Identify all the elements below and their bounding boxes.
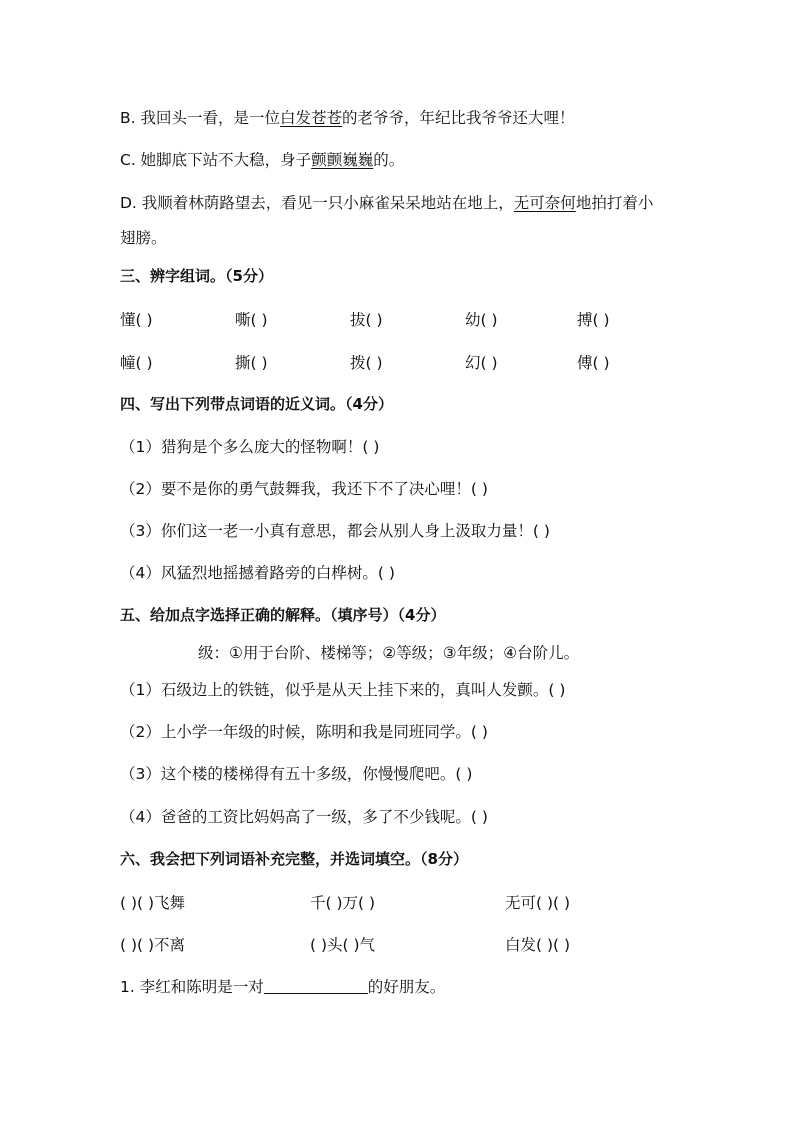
char-pair-3b: 拨( ) — [350, 354, 383, 372]
option-b-text-end: 的老爷爷，年纪比我爷爷还大哩！ — [342, 109, 575, 127]
char-pair-5a: 搏( ) — [577, 311, 610, 329]
char-pair-4b: 幻( ) — [465, 354, 498, 372]
definition-question: （3）这个楼的楼梯得有五十多级，你慢慢爬吧。( ) — [120, 765, 473, 783]
idiom-blank: ( )头( )气 — [310, 936, 376, 954]
idiom-blank: ( )( )不离 — [120, 936, 186, 954]
char-pair-1a: 懂( ) — [120, 311, 153, 329]
idiom-blank: 无可( )( ) — [505, 894, 571, 912]
definition-question: （1）石级边上的铁链，似乎是从天上挂下来的，真叫人发颤。( ) — [120, 681, 566, 699]
section-5-title: 五、给加点字选择正确的解释。（填序号）（4分） — [120, 606, 446, 624]
char-pair-3a: 拔( ) — [350, 311, 383, 329]
section-4-title: 四、写出下列带点词语的近义词。（4分） — [120, 395, 393, 413]
definition-list: 级：①用于台阶、楼梯等；②等级；③年级；④台阶儿。 — [198, 644, 580, 662]
char-pair-5b: 傅( ) — [577, 354, 610, 372]
option-c-text-end: 的。 — [373, 151, 405, 169]
option-c-text: C. 她脚底下站不大稳，身子 — [120, 151, 312, 169]
idiom-blank: 千( )万( ) — [310, 894, 376, 912]
synonym-question: （4）风猛烈地摇撼着路旁的白桦树。( ) — [120, 564, 395, 582]
option-c — [120, 150, 404, 170]
section-6-title: 六、我会把下列词语补充完整，并选词填空。（8分） — [120, 850, 468, 868]
section-3-title: 三、辨字组词。（5分） — [120, 267, 273, 285]
option-d-text-end: 地拍打着小 — [575, 194, 654, 212]
char-pair-2b: 撕( ) — [235, 354, 268, 372]
char-pair-2a: 嘶( ) — [235, 311, 268, 329]
synonym-question: （3）你们这一老一小真有意思，都会从别人身上汲取力量！( ) — [120, 522, 550, 540]
option-b — [120, 108, 575, 128]
option-d-text: D. 我顺着林荫路望去，看见一只小麻雀呆呆地站在地上， — [120, 194, 514, 212]
fill-question-1-text-end: 的好朋友。 — [367, 978, 446, 996]
definition-question: （2）上小学一年级的时候，陈明和我是同班同学。( ) — [120, 723, 488, 741]
option-d-continuation: 翅膀。 — [120, 229, 167, 247]
fill-question-1-text: 1. 李红和陈明是一对 — [120, 978, 264, 996]
fill-question-1 — [120, 977, 445, 997]
idiom-blank: 白发( )( ) — [505, 936, 571, 954]
answer-blank[interactable] — [264, 977, 368, 994]
char-pair-4a: 幼( ) — [465, 311, 498, 329]
char-pair-1b: 幢( ) — [120, 354, 153, 372]
definition-question: （4）爸爸的工资比妈妈高了一级，多了不少钱呢。( ) — [120, 808, 488, 826]
idiom-blank: ( )( )飞舞 — [120, 894, 186, 912]
option-b-text: B. 我回头一看，是一位 — [120, 109, 280, 127]
synonym-question: （1）猎狗是个多么庞大的怪物啊！( ) — [120, 438, 380, 456]
option-c-underlined: 颤颤巍巍 — [311, 151, 374, 169]
option-b-underlined: 白发苍苍 — [280, 109, 343, 127]
synonym-question: （2）要不是你的勇气鼓舞我，我还下不了决心哩！( ) — [120, 480, 488, 498]
option-d-underlined: 无可奈何 — [513, 194, 576, 212]
option-d — [120, 193, 653, 213]
